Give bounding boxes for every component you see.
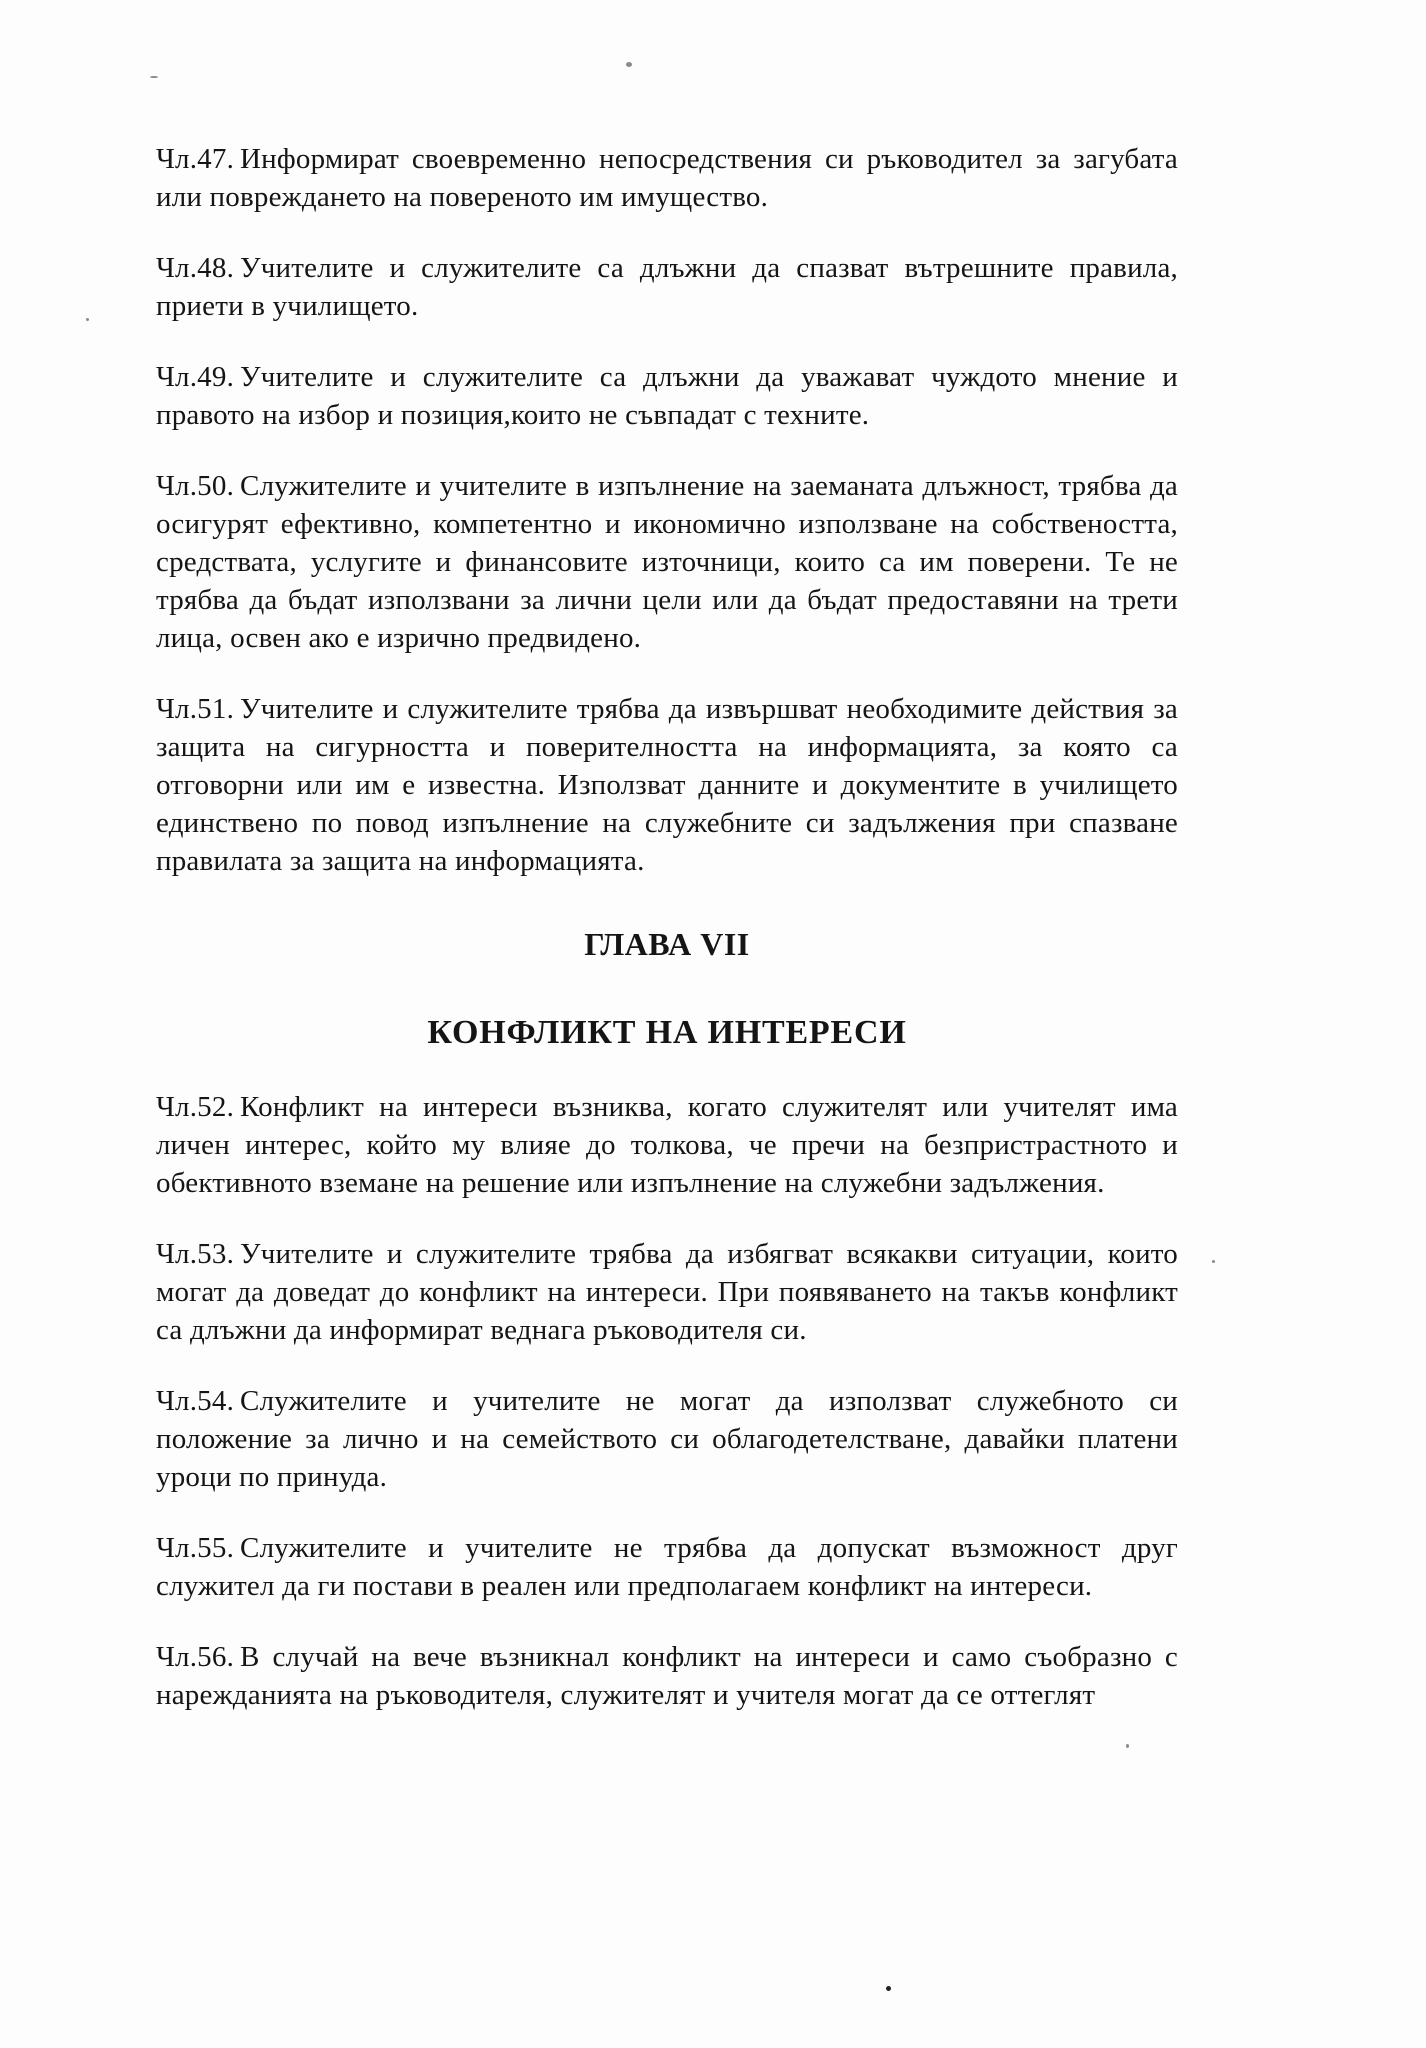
article-text: Служителите и учителите не могат да използват служебното си положение за лично и на семейството си облагодетелстване, давайки платени уроци по принуда. — [156, 1385, 1178, 1493]
article-47 — [156, 140, 1178, 216]
article-text: Служителите и учителите не трябва да допускат възможност друг служител да ги постави в реален или предполагаем конфликт на интереси. — [156, 1532, 1178, 1602]
scan-speck — [626, 62, 632, 67]
chapter-title: ГЛАВА VII — [584, 926, 750, 962]
article-text: Служителите и учителите в изпълнение на заеманата длъжност, трябва да осигурят ефективно, компетентно и икономично използване на собствеността, средствата, услугите и финансовите източници, които са им поверени. Те не трябва да бъдат използвани за лични цели или да бъдат предоставяни на трети лица, освен ако е изрично предвидено. — [156, 470, 1178, 654]
article-number: Чл.52. — [156, 1091, 235, 1123]
articles-section-top — [156, 140, 1178, 880]
article-number: Чл.47. — [156, 143, 235, 175]
article-number: Чл.51. — [156, 693, 235, 725]
article-text: Учителите и служителите са длъжни да уважават чуждото мнение и правото на избор и позиция,които не съвпадат с техните. — [156, 361, 1178, 431]
scan-speck — [1212, 1260, 1215, 1263]
article-48 — [156, 249, 1178, 325]
article-number: Чл.49. — [156, 361, 235, 393]
article-number: Чл.55. — [156, 1532, 235, 1564]
document-body — [156, 140, 1178, 1747]
article-number: Чл.56. — [156, 1641, 235, 1673]
scan-speck — [886, 1986, 891, 1991]
article-number: Чл.50. — [156, 470, 235, 502]
article-49 — [156, 358, 1178, 434]
article-number: Чл.53. — [156, 1238, 235, 1270]
article-52 — [156, 1088, 1178, 1202]
articles-section-bottom — [156, 1088, 1178, 1714]
scan-speck — [150, 76, 158, 78]
article-text: Учителите и служителите трябва да извършват необходимите действия за защита на сигурността и поверителността на информацията, за която са отговорни или им е известна. Използват данните и документите в училището единствено по повод изпълнение на служебните си задължения при спазване правилата за защита на информацията. — [156, 693, 1178, 877]
article-number: Чл.54. — [156, 1385, 235, 1417]
article-54 — [156, 1382, 1178, 1496]
article-text: Учителите и служителите трябва да избягват всякакви ситуации, които могат да доведат до конфликт на интереси. При появяването на такъв конфликт са длъжни да информират веднага ръководителя си. — [156, 1238, 1178, 1346]
article-55 — [156, 1529, 1178, 1605]
article-56 — [156, 1638, 1178, 1714]
article-51 — [156, 690, 1178, 880]
article-text: В случай на вече възникнал конфликт на интереси и само съобразно с нарежданията на ръководителя, служителят и учителя могат да се оттеглят — [156, 1641, 1178, 1711]
scan-speck — [86, 318, 89, 321]
article-text: Конфликт на интереси възниква, когато служителят или учителят има личен интерес, който му влияе до толкова, че пречи на безпристрастното и обективното вземане на решение или изпълнение на служебни задължения. — [156, 1091, 1178, 1199]
article-number: Чл.48. — [156, 252, 235, 284]
article-text: Учителите и служителите са длъжни да спазват вътрешните правила, приети в училището. — [156, 252, 1178, 322]
article-50 — [156, 467, 1178, 657]
article-text: Информират своевременно непосредствения си ръководител за загубата или повреждането на повереното им имущество. — [156, 143, 1178, 213]
chapter-subtitle: КОНФЛИКТ НА ИНТЕРЕСИ — [427, 1014, 907, 1051]
article-53 — [156, 1235, 1178, 1349]
